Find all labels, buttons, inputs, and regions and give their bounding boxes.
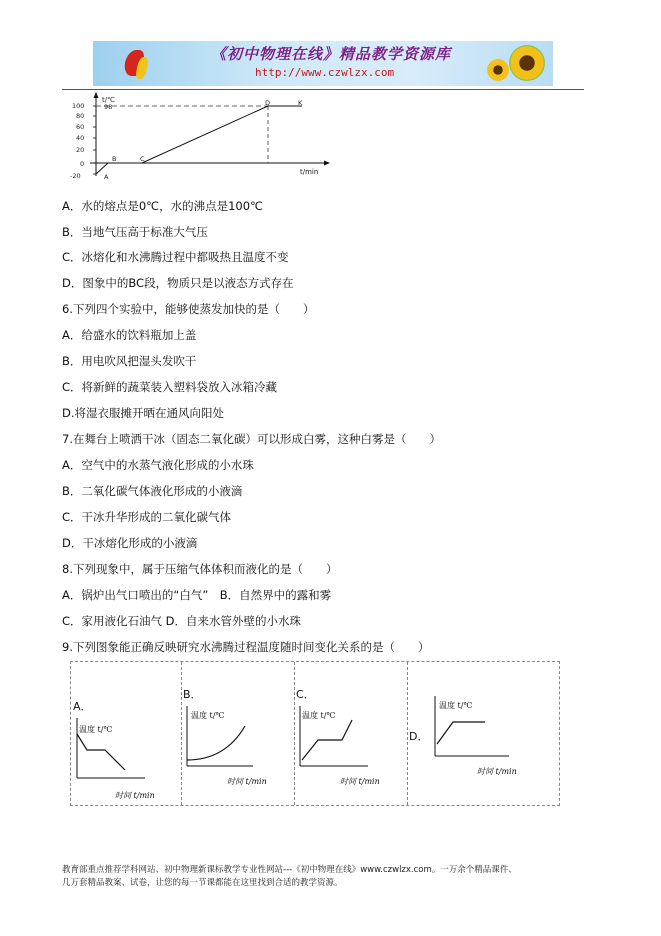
y-tick-100: 100 — [72, 102, 85, 110]
q9-graph-a — [71, 662, 181, 805]
q7-option-c: C．干冰升华形成的二氧化碳气体 — [62, 510, 232, 524]
q9-curve-b — [187, 726, 245, 760]
q6-stem: 6.下列四个实验中，能够使蒸发加快的是（ ） — [62, 302, 315, 316]
q9-a-x-label: 时间 t/min — [115, 791, 155, 800]
x-axis-arrow — [324, 161, 330, 166]
y-tick-labels — [70, 102, 84, 180]
q6-option-c: C．将新鲜的蔬菜装入塑料袋放入冰箱冷藏 — [62, 380, 278, 394]
y-tick-80: 80 — [76, 112, 85, 120]
q5-option-b: B．当地气压高于标准大气压 — [62, 225, 208, 239]
y-tick-neg20: -20 — [70, 172, 81, 180]
q9-choice-a[interactable] — [71, 662, 182, 805]
q9-graph-b — [181, 662, 294, 805]
q9-choice-a-letter: A． — [73, 700, 92, 713]
q5-option-d: D．图象中的BC段，物质只是以液态方式存在 — [62, 276, 294, 290]
q9-c-x-label: 时间 t/min — [340, 777, 380, 786]
q9-d-x-label: 时间 t/min — [477, 767, 517, 776]
sunflower-image-small — [487, 59, 509, 81]
y-tick-60: 60 — [76, 123, 85, 131]
y-tick-40: 40 — [76, 134, 85, 142]
q9-stem: 9.下列图象能正确反映研究水沸腾过程温度随时间变化关系的是（ ） — [62, 640, 430, 654]
y-axis-label: t/℃ — [102, 96, 115, 104]
q9-d-y-label: 温度 t/℃ — [439, 701, 473, 710]
footer-line-2: 几万套精品教案、试卷，让您的每一节课都能在这里找到合适的教学资源。 — [62, 878, 343, 888]
q9-choice-c-letter: C． — [296, 688, 315, 701]
q9-a-y-label: 温度 t/℃ — [79, 725, 113, 734]
q7-option-a: A．空气中的水蒸气液化形成的小水珠 — [62, 458, 254, 472]
q8-options-ab: A．锅炉出气口喷出的“白气” B．自然界中的露和雾 — [62, 588, 332, 602]
q9-choice-graphs — [70, 661, 560, 806]
q8-options-cd: C．家用液化石油气 D．自来水管外壁的小水珠 — [62, 614, 302, 628]
y-tick-0: 0 — [80, 160, 85, 168]
q9-choice-d[interactable] — [407, 662, 559, 805]
point-a-label: A — [104, 173, 109, 181]
q5-option-c: C．冰熔化和水沸腾过程中都吸热且温度不变 — [62, 250, 289, 264]
q6-option-d: D.将湿衣服摊开晒在通风向阳处 — [62, 406, 225, 420]
q9-graph-c — [294, 662, 407, 805]
q7-stem: 7.在舞台上喷洒干冰（固态二氧化碳）可以形成白雾，这种白雾是（ ） — [62, 432, 441, 446]
q7-option-b: B．二氧化碳气体液化形成的小液滴 — [62, 484, 243, 498]
point-b-label: B — [112, 155, 117, 163]
boiling-value-label: 98 — [104, 103, 113, 111]
banner-url[interactable]: http://www.czwlzx.com — [255, 66, 395, 79]
q9-choice-b-letter: B． — [183, 688, 202, 701]
point-c-label: C — [140, 155, 145, 163]
q9-curve-d — [437, 722, 485, 744]
q5-option-a: A．水的熔点是0℃，水的沸点是100℃ — [62, 199, 263, 213]
q9-choice-b[interactable] — [181, 662, 295, 805]
point-k-label: K — [298, 99, 303, 107]
q9-graph-d — [407, 662, 559, 805]
q6-option-b: B．用电吹风把湿头发吹干 — [62, 354, 197, 368]
q7-option-d: D．干冰熔化形成的小液滴 — [62, 536, 198, 550]
sunflower-image — [509, 45, 545, 81]
footer-line-1: 教育部重点推荐学科网站、初中物理新课标教学专业性网站---《初中物理在线》www.czwlzx.com。一万余个精品课件、 — [62, 865, 517, 875]
q6-option-a: A．给盛水的饮料瓶加上盖 — [62, 328, 197, 342]
q9-curve-c — [302, 720, 352, 760]
q9-c-y-label: 温度 t/℃ — [302, 711, 336, 720]
y-tick-20: 20 — [76, 146, 85, 154]
q9-curve-a — [77, 734, 125, 770]
header-banner — [93, 41, 553, 86]
q9-choice-c[interactable] — [294, 662, 408, 805]
page-footer — [62, 864, 602, 890]
banner-title: 《初中物理在线》精品教学资源库 — [211, 45, 452, 63]
heating-curve — [96, 106, 302, 174]
y-axis-arrow — [94, 92, 99, 98]
temperature-time-graph — [62, 90, 342, 182]
q9-b-y-label: 温度 t/℃ — [191, 711, 225, 720]
point-d-label: D — [265, 99, 271, 107]
q9-b-x-label: 时间 t/min — [227, 777, 267, 786]
q9-choice-d-letter: D． — [409, 730, 429, 743]
x-axis-label: t/min — [300, 168, 319, 176]
q8-stem: 8.下列现象中，属于压缩气体体积而液化的是（ ） — [62, 562, 338, 576]
